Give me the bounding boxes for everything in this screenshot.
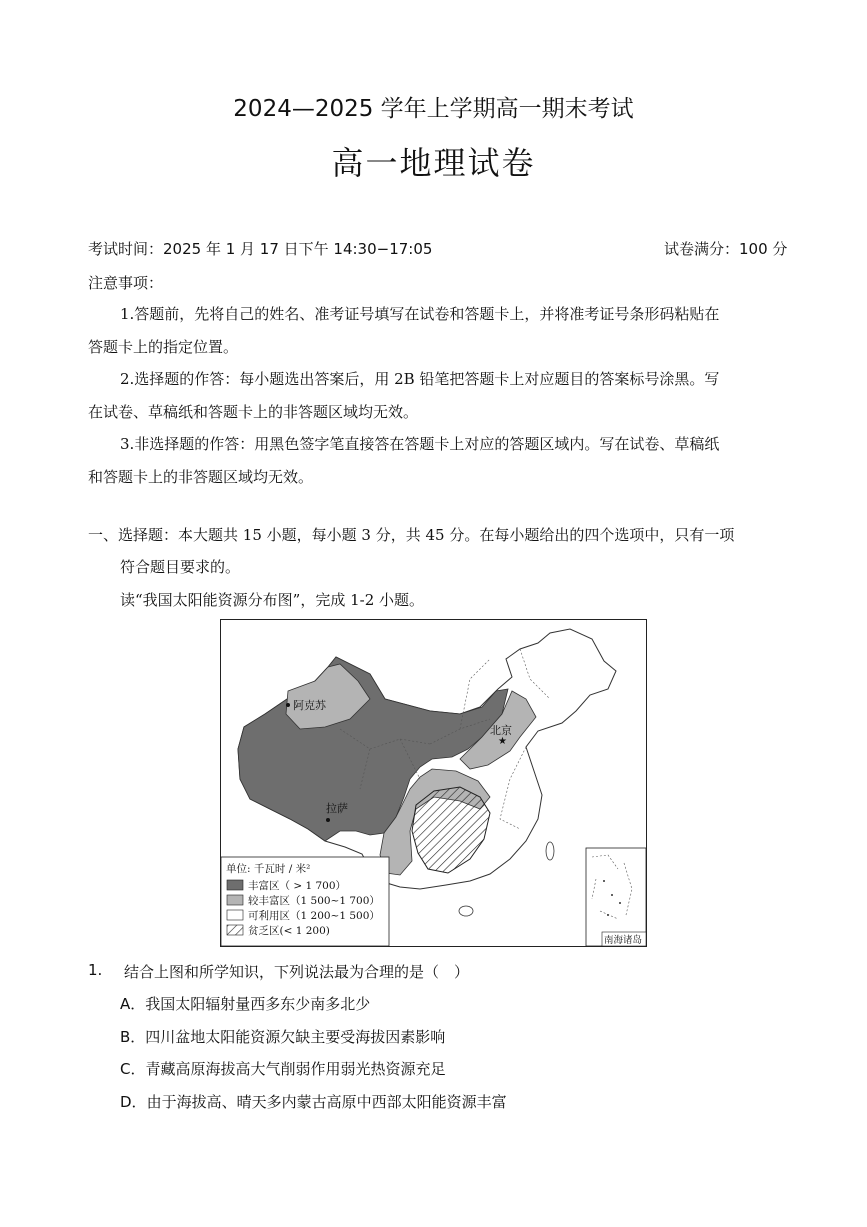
option-text: 由于海拔高、晴天多内蒙古高原中西部太阳能资源丰富 xyxy=(146,1093,507,1111)
option-text: 我国太阳辐射量西多东少南多北少 xyxy=(145,995,371,1013)
south-sea-label: 南海诸岛 xyxy=(604,935,643,946)
map-instruction: 读“我国太阳能资源分布图”，完成 1-2 小题。 xyxy=(120,591,425,609)
option-letter: B． xyxy=(120,1028,146,1046)
lhasa-label: 拉萨 xyxy=(326,802,348,815)
question-stem: 结合上图和所学知识，下列说法最为合理的是（ ） xyxy=(124,963,470,981)
legend-fairly-rich: 较丰富区（1 500~1 700） xyxy=(248,895,380,907)
legend-unit: 单位: 千瓦时 / 米² xyxy=(226,863,311,875)
solar-resource-map xyxy=(220,619,647,947)
section-heading-line2: 符合题目要求的。 xyxy=(120,558,241,576)
notice-item-3-line2: 和答题卡上的非答题区域均无效。 xyxy=(88,468,314,486)
notice-item-1-line2: 答题卡上的指定位置。 xyxy=(88,338,239,356)
option-b xyxy=(120,1026,445,1047)
notice-item-3-line1: 3.非选择题的作答：用黑色签字笔直接答在答题卡上对应的答题区域内。写在试卷、草稿纸 xyxy=(120,435,720,453)
question-number: 1. xyxy=(88,961,103,979)
beijing-label: 北京 xyxy=(490,724,512,737)
option-a xyxy=(120,993,370,1014)
lhasa-marker xyxy=(326,818,330,822)
exam-time: 考试时间：2025 年 1 月 17 日下午 14:30−17:05 xyxy=(88,240,433,258)
taiwan-island xyxy=(546,842,554,860)
exam-subtitle: 2024—2025 学年上学期高一期末考试 xyxy=(233,96,634,122)
legend-poor: 贫乏区(< 1 200) xyxy=(248,925,330,937)
option-d xyxy=(120,1091,507,1112)
option-letter: D． xyxy=(120,1093,147,1111)
option-text: 四川盆地太阳能资源欠缺主要受海拔因素影响 xyxy=(145,1028,446,1046)
full-score: 试卷满分：100 分 xyxy=(664,240,788,258)
option-letter: A． xyxy=(120,995,146,1013)
page-title: 高一地理试卷 xyxy=(331,144,536,182)
hainan-island xyxy=(459,906,473,916)
option-text: 青藏高原海拔高大气削弱作用弱光热资源充足 xyxy=(145,1060,446,1078)
option-c xyxy=(120,1058,446,1079)
map-legend xyxy=(221,857,389,946)
notice-item-2-line1: 2.选择题的作答：每小题选出答案后，用 2B 铅笔把答题卡上对应题目的答案标号涂黑。写 xyxy=(120,370,720,388)
notice-heading: 注意事项： xyxy=(88,274,164,292)
option-letter: C． xyxy=(120,1060,146,1078)
legend-rich: 丰富区（ > 1 700） xyxy=(248,880,347,892)
south-sea-inset xyxy=(586,848,646,946)
notice-item-2-line2: 在试卷、草稿纸和答题卡上的非答题区域均无效。 xyxy=(88,403,419,421)
aksu-marker xyxy=(286,703,290,707)
aksu-label: 阿克苏 xyxy=(293,699,326,712)
notice-item-1-line1: 1.答题前，先将自己的姓名、准考证号填写在试卷和答题卡上，并将准考证号条形码粘贴在 xyxy=(120,305,720,323)
beijing-star-icon: ★ xyxy=(498,736,507,747)
section-heading-line1: 一、选择题：本大题共 15 小题，每小题 3 分，共 45 分。在每小题给出的四个选项中，只有一项 xyxy=(88,526,735,544)
legend-usable: 可利用区（1 200~1 500） xyxy=(248,910,380,922)
